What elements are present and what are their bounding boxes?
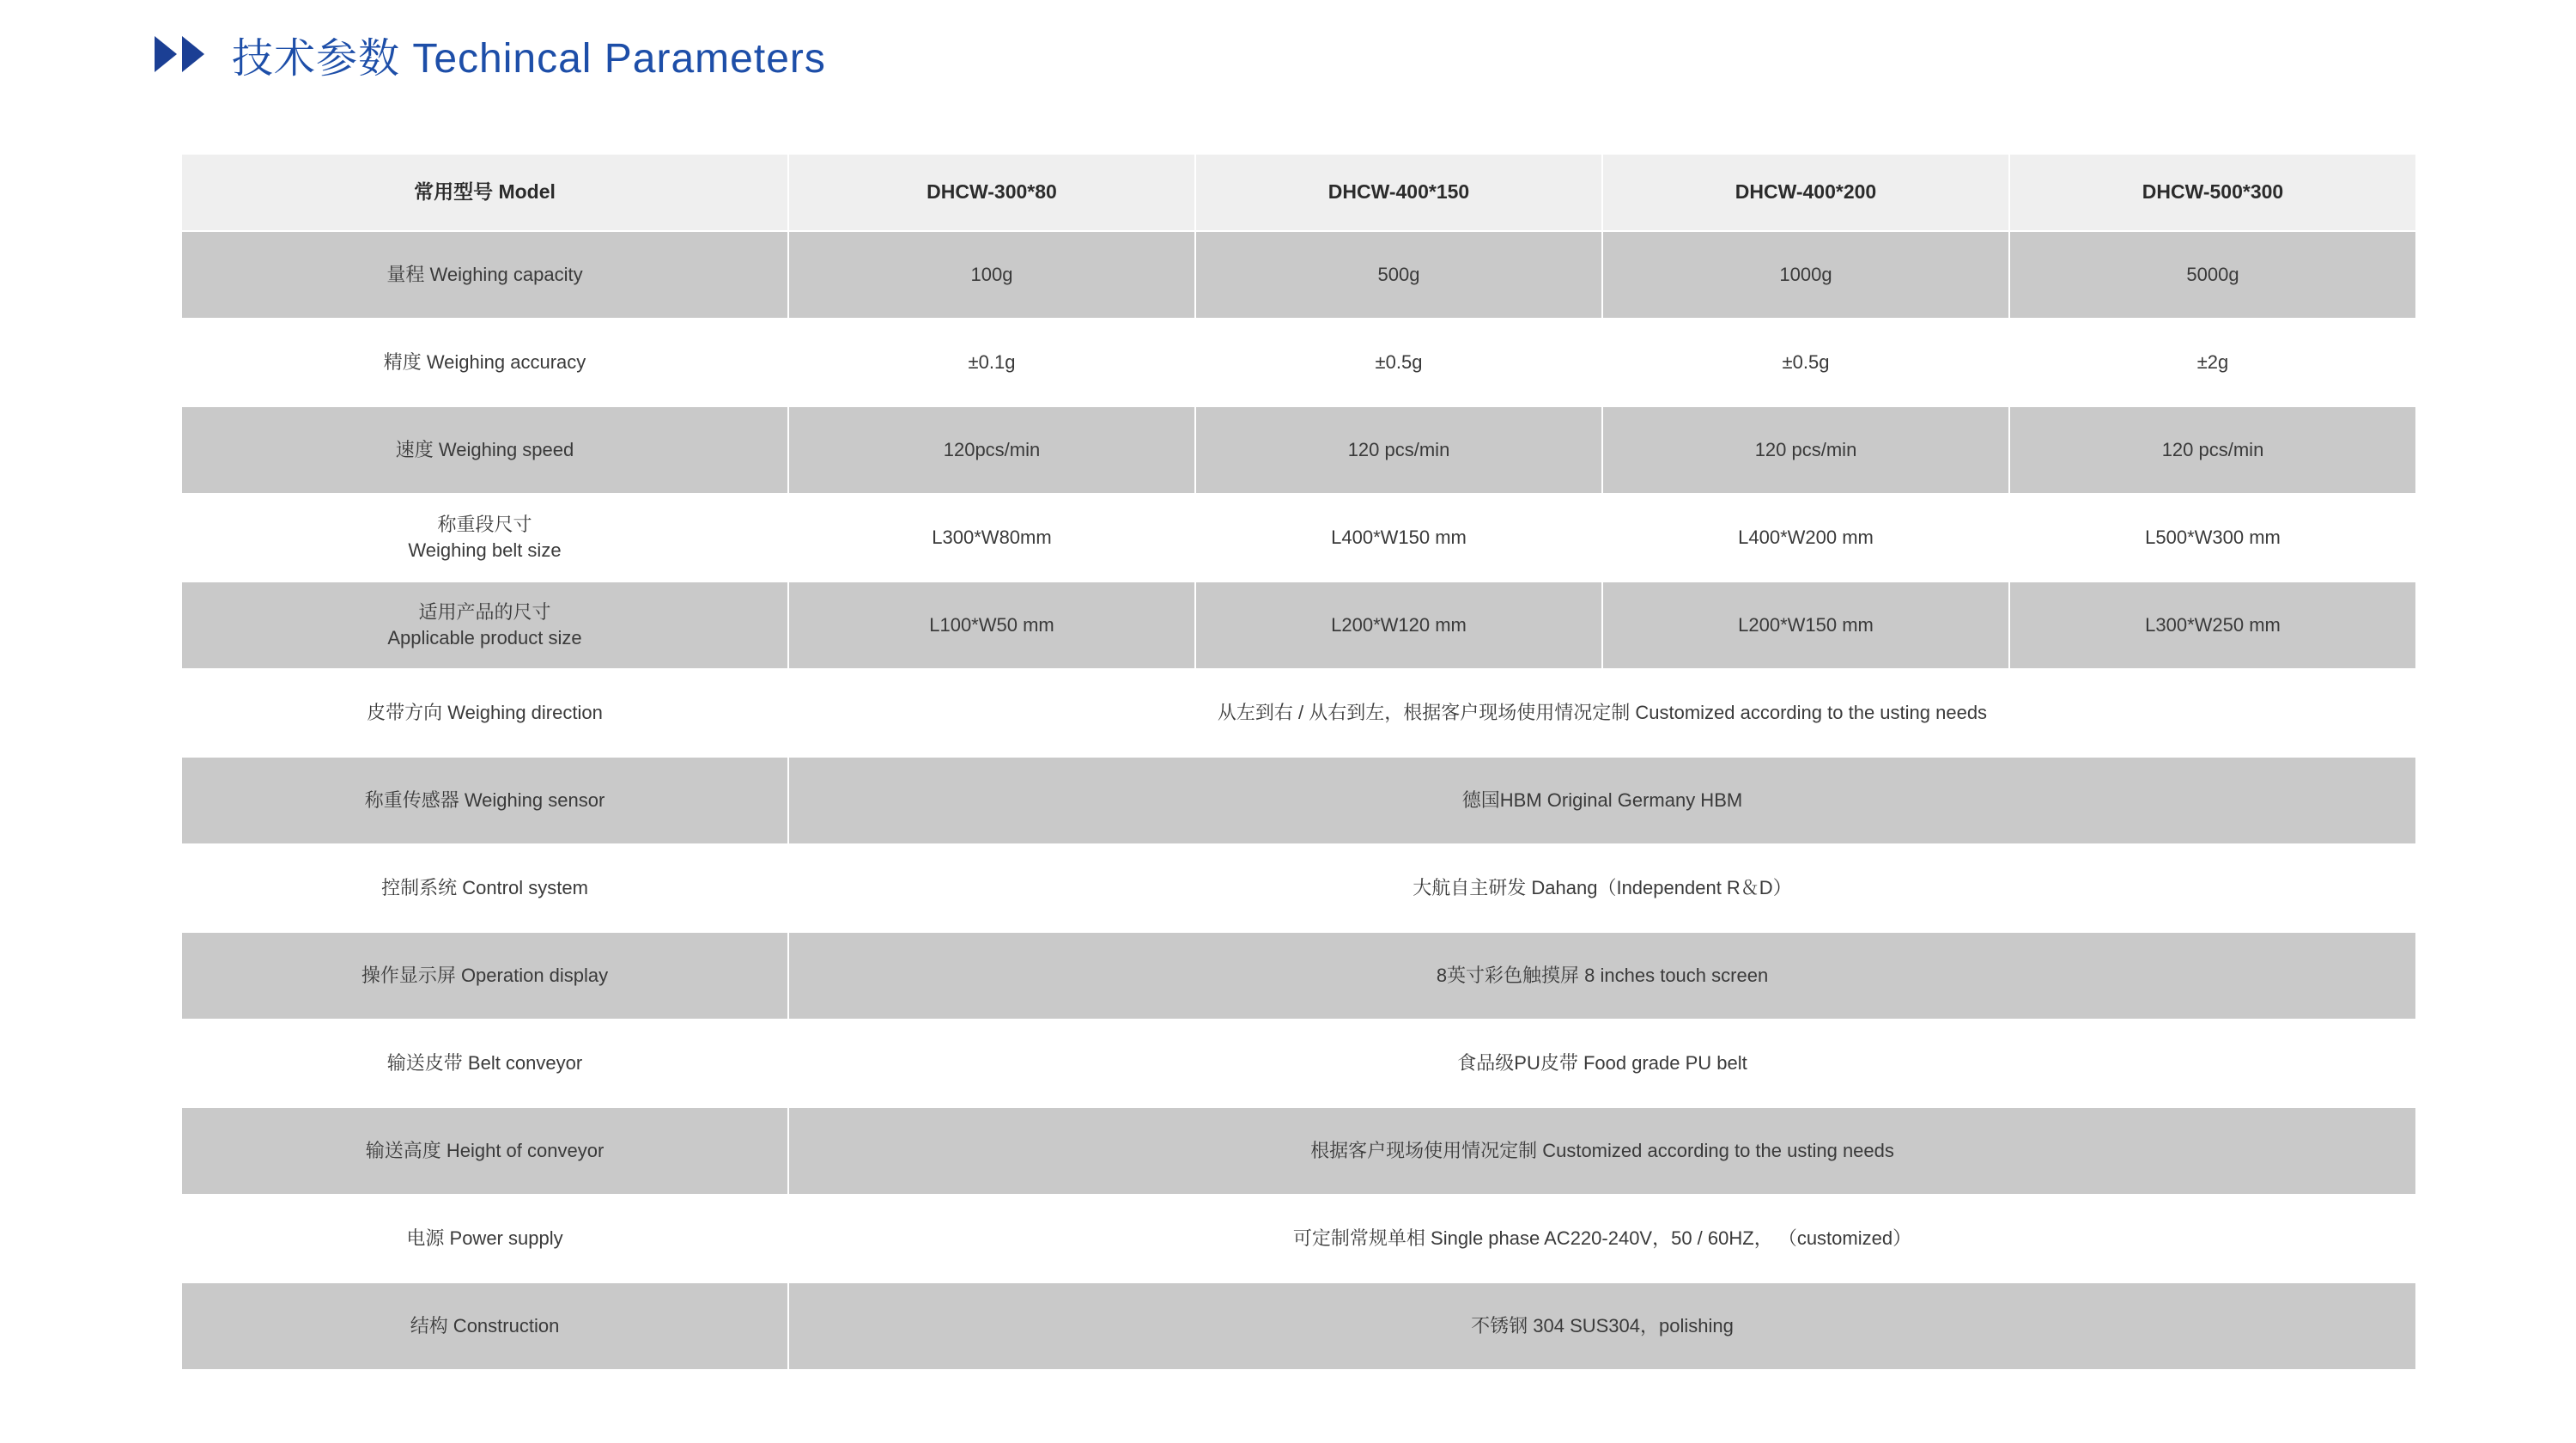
row-label-line1: 适用产品的尺寸 (418, 601, 551, 624)
row-value: 1000g (1602, 231, 2009, 319)
row-value: L200*W120 mm (1195, 581, 1602, 669)
row-value: L500*W300 mm (2009, 494, 2416, 581)
row-value: 120 pcs/min (2009, 406, 2416, 494)
row-label (181, 581, 788, 669)
row-value: 120 pcs/min (1602, 406, 2009, 494)
row-value: 500g (1195, 231, 1602, 319)
table-row (181, 494, 2416, 581)
row-label-line2: Applicable product size (387, 627, 582, 648)
table-row (181, 844, 2416, 932)
table-header-row (181, 154, 2416, 231)
row-value-span: 根据客户现场使用情况定制 Customized according to the usting needs (788, 1107, 2416, 1195)
row-value: ±2g (2009, 319, 2416, 406)
page-title (155, 24, 826, 84)
table-header-model: DHCW-300*80 (788, 154, 1195, 231)
row-label-line2: Weighing belt size (408, 539, 562, 561)
row-value: L400*W150 mm (1195, 494, 1602, 581)
row-label-line1: 称重段尺寸 (437, 514, 532, 536)
table-row (181, 319, 2416, 406)
row-value: 120pcs/min (788, 406, 1195, 494)
row-value: L200*W150 mm (1602, 581, 2009, 669)
page-title-text: 技术参数 Techincal Parameters (232, 35, 826, 82)
table-header-model: DHCW-400*200 (1602, 154, 2009, 231)
table-row (181, 932, 2416, 1020)
technical-parameters-table (180, 153, 2417, 1371)
row-value: L100*W50 mm (788, 581, 1195, 669)
table-row (181, 1020, 2416, 1107)
row-label: 操作显示屏 Operation display (181, 932, 788, 1020)
table-row (181, 1107, 2416, 1195)
row-value-span: 大航自主研发 Dahang（Independent R＆D） (788, 844, 2416, 932)
row-label: 输送高度 Height of conveyor (181, 1107, 788, 1195)
row-label: 称重传感器 Weighing sensor (181, 757, 788, 844)
row-value-span: 8英寸彩色触摸屏 8 inches touch screen (788, 932, 2416, 1020)
row-value: L300*W250 mm (2009, 581, 2416, 669)
row-label: 结构 Construction (181, 1282, 788, 1370)
row-value: 100g (788, 231, 1195, 319)
table-header-model: DHCW-500*300 (2009, 154, 2416, 231)
row-label: 电源 Power supply (181, 1195, 788, 1282)
double-triangle-icon (155, 36, 210, 72)
row-label: 速度 Weighing speed (181, 406, 788, 494)
table-header-label: 常用型号 Model (181, 154, 788, 231)
row-value: 5000g (2009, 231, 2416, 319)
row-label: 量程 Weighing capacity (181, 231, 788, 319)
row-label: 输送皮带 Belt conveyor (181, 1020, 788, 1107)
table-row (181, 1282, 2416, 1370)
table-row (181, 669, 2416, 757)
row-value: ±0.5g (1195, 319, 1602, 406)
row-label: 控制系统 Control system (181, 844, 788, 932)
table-row (181, 1195, 2416, 1282)
row-value: ±0.1g (788, 319, 1195, 406)
row-value: L300*W80mm (788, 494, 1195, 581)
row-label (181, 494, 788, 581)
table-header-model: DHCW-400*150 (1195, 154, 1602, 231)
row-value: ±0.5g (1602, 319, 2009, 406)
table-row (181, 757, 2416, 844)
row-value-span: 不锈钢 304 SUS304，polishing (788, 1282, 2416, 1370)
row-value-span: 德国HBM Original Germany HBM (788, 757, 2416, 844)
row-label: 皮带方向 Weighing direction (181, 669, 788, 757)
row-value: L400*W200 mm (1602, 494, 2009, 581)
row-value-span: 食品级PU皮带 Food grade PU belt (788, 1020, 2416, 1107)
row-label: 精度 Weighing accuracy (181, 319, 788, 406)
table-row (181, 231, 2416, 319)
row-value: 120 pcs/min (1195, 406, 1602, 494)
table-row (181, 581, 2416, 669)
row-value-span: 可定制常规单相 Single phase AC220-240V，50 / 60HZ， （customized） (788, 1195, 2416, 1282)
table-row (181, 406, 2416, 494)
row-value-span: 从左到右 / 从右到左，根据客户现场使用情况定制 Customized according to the usting needs (788, 669, 2416, 757)
